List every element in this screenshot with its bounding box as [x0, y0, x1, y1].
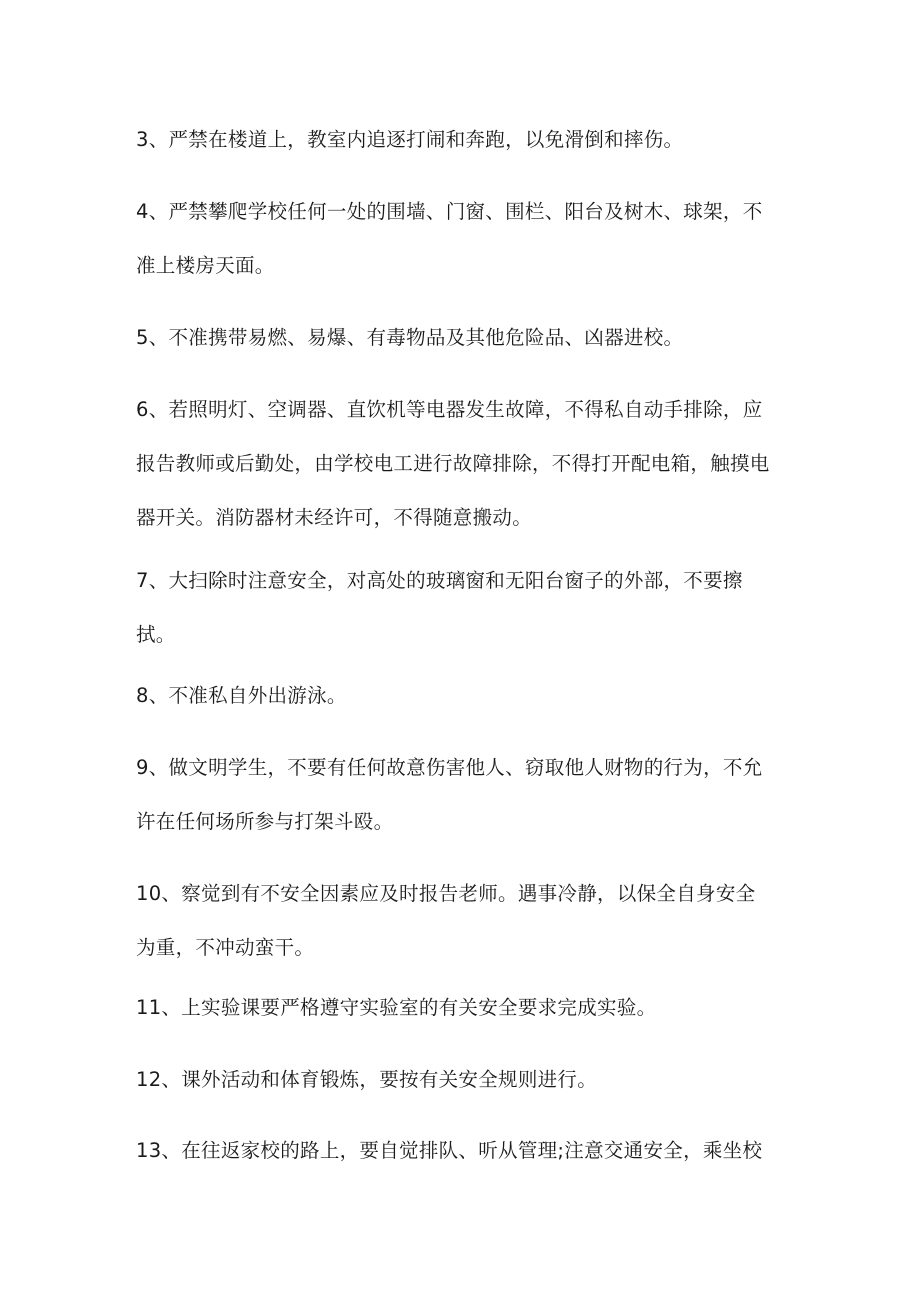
rule-line: 7、大扫除时注意安全，对高处的玻璃窗和无阳台窗子的外部，不要擦	[136, 569, 743, 592]
rule-line: 6、若照明灯、空调器、直饮机等电器发生故障，不得私自动手排除，应	[136, 398, 763, 421]
rule-item-9	[136, 741, 786, 849]
rule-item-10	[136, 867, 786, 975]
rule-item-11	[136, 981, 786, 1035]
rule-line: 器开关。消防器材未经许可，不得随意搬动。	[136, 506, 533, 529]
rule-line: 许在任何场所参与打架斗殴。	[136, 810, 394, 833]
rule-item-7	[136, 554, 786, 662]
rule-line: 12、课外活动和体育锻炼，要按有关安全规则进行。	[136, 1068, 598, 1091]
rule-line: 9、做文明学生，不要有任何故意伤害他人、窃取他人财物的行为，不允	[136, 756, 763, 779]
rule-line: 准上楼房天面。	[136, 254, 275, 277]
rule-line: 为重，不冲动蛮干。	[136, 936, 315, 959]
rule-line: 拭。	[136, 623, 176, 646]
rule-line: 8、不准私自外出游泳。	[136, 684, 347, 707]
rule-item-8	[136, 669, 786, 723]
rule-line: 4、严禁攀爬学校任何一处的围墙、门窗、围栏、阳台及树木、球架，不	[136, 200, 763, 223]
rule-item-12	[136, 1053, 786, 1107]
rule-line: 报告教师或后勤处，由学校电工进行故障排除，不得打开配电箱，触摸电	[136, 452, 770, 475]
rule-item-5	[136, 311, 786, 365]
rule-line: 10、察觉到有不安全因素应及时报告老师。遇事冷静，以保全自身安全	[136, 882, 756, 905]
rule-line: 3、严禁在楼道上，教室内追逐打闹和奔跑，以免滑倒和摔伤。	[136, 128, 684, 151]
rule-item-3	[136, 113, 786, 167]
rule-item-6	[136, 383, 786, 545]
rule-line: 13、在往返家校的路上，要自觉排队、听从管理;注意交通安全，乘坐校	[136, 1139, 763, 1162]
rule-item-4	[136, 185, 786, 293]
rule-line: 11、上实验课要严格遵守实验室的有关安全要求完成实验。	[136, 996, 657, 1019]
rule-item-13	[136, 1124, 786, 1178]
rule-line: 5、不准携带易燃、易爆、有毒物品及其他危险品、凶器进校。	[136, 326, 684, 349]
